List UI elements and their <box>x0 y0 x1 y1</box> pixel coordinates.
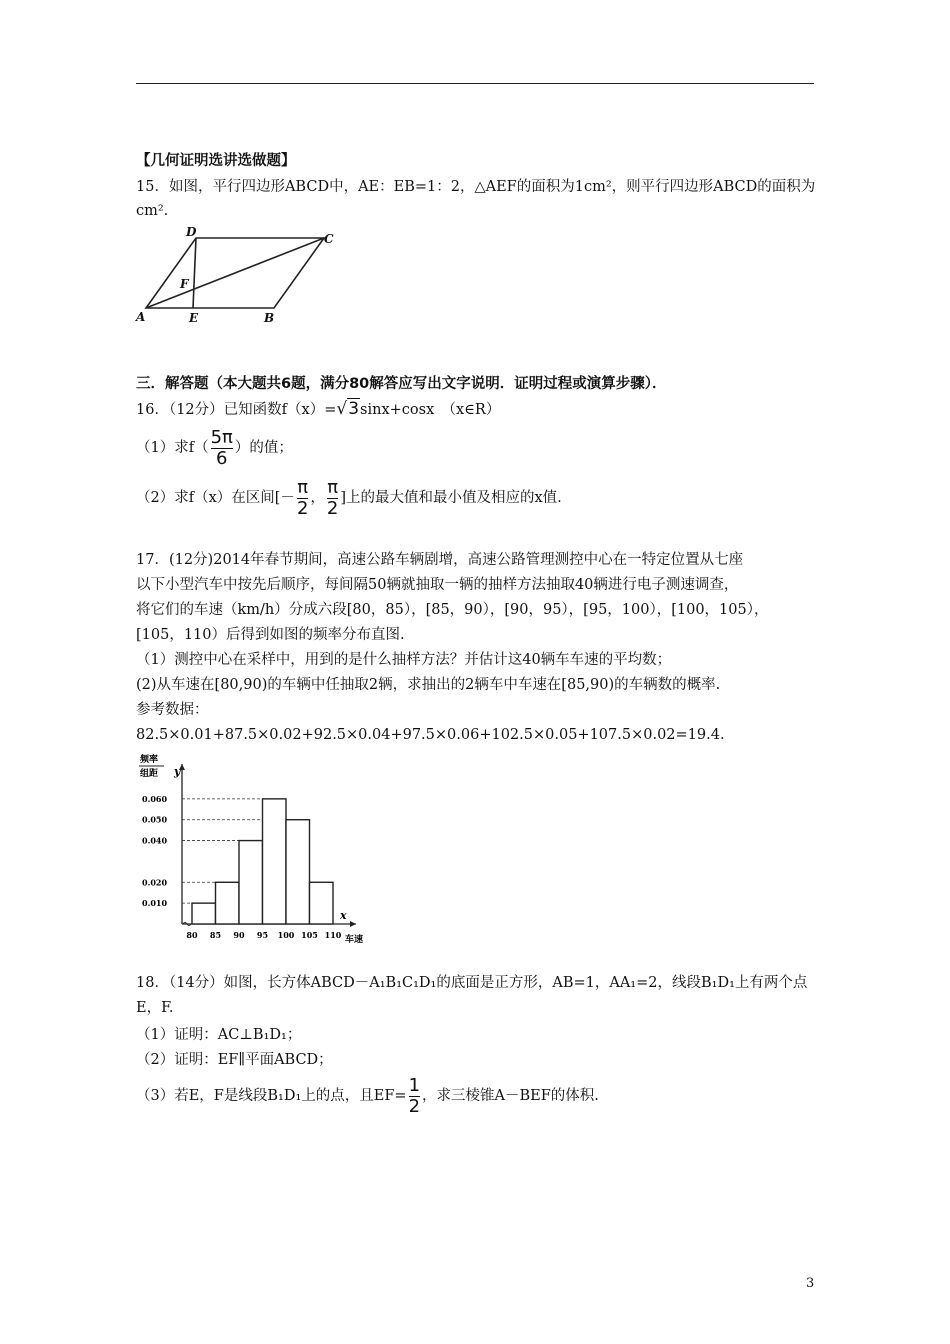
q17-line2: 以下小型汽车中按先后顺序，每间隔50辆就抽取一辆的抽样方法抽取40辆进行电子测速调查， <box>136 577 739 593</box>
q18-part3 <box>136 1074 599 1118</box>
hist-ylabel-top: 频率 <box>140 755 159 765</box>
q18-line2: E，F. <box>136 1000 174 1016</box>
q17-part2: (2)从车速在[80,90)的车辆中任抽取2辆，求抽出的2辆车中车速在[85,90)的车辆数的概率. <box>136 677 721 693</box>
q15-text-line2: cm². <box>136 203 169 219</box>
hist-bar <box>192 903 216 924</box>
q17-line1: 17．(12分)2014年春节期间，高速公路车辆剧增，高速公路管理测控中心在一特定位置从七座 <box>136 552 744 568</box>
frac-den: 2 <box>326 497 339 519</box>
q16-p2-pre: （2）求f（x）在区间[－ <box>136 490 295 506</box>
parallelogram-figure <box>134 226 344 326</box>
hist-bar <box>239 841 263 924</box>
hist-y-tick-label: 0.060 <box>142 793 168 804</box>
q16-p2-comma: ， <box>310 490 325 506</box>
segment-de <box>193 238 196 308</box>
frequency-histogram <box>134 748 374 948</box>
q17-reference-label: 参考数据： <box>136 702 209 718</box>
frac-num: π <box>327 476 339 498</box>
q16-part1 <box>136 426 293 470</box>
q18-p3-pre: （3）若E，F是线段B₁D₁上的点，且EF= <box>136 1088 407 1104</box>
fraction-1-over-2 <box>408 1074 421 1117</box>
label-d: D <box>186 226 197 239</box>
sqrt-radicand: 3 <box>348 399 360 419</box>
fraction-5pi-over-6 <box>210 426 233 469</box>
frac-den: 6 <box>216 447 228 469</box>
label-b: B <box>264 311 275 325</box>
q16-stem-post: sinx+cosx （x∈R） <box>360 402 501 418</box>
q16-p1-pre: （1）求f（ <box>136 440 209 456</box>
hist-x-axis-name: x <box>340 909 347 922</box>
q18-p3-post: ，求三棱锥A－BEF的体积. <box>422 1088 599 1104</box>
hist-x-tick-label: 90 <box>233 930 245 940</box>
q15-text-line1: 15．如图，平行四边形ABCD中，AE：EB=1：2，△AEF的面积为1cm²，则平行四边形ABCD的面积为 <box>136 179 816 195</box>
hist-x-tick-label: 85 <box>209 930 222 940</box>
page-number: 3 <box>806 1276 815 1291</box>
label-e: E <box>189 311 199 325</box>
section-geometry-title: 【几何证明选讲选做题】 <box>136 153 296 169</box>
sqrt-three: √3 <box>336 399 360 419</box>
fraction-pi-over-2-a <box>296 476 309 519</box>
q17-line4: [105，110）后得到如图的频率分布直图. <box>136 627 405 643</box>
hist-x-tick-label: 110 <box>324 930 342 940</box>
hist-x-arrow <box>350 921 356 927</box>
hist-bar <box>286 820 310 924</box>
hist-bar <box>216 882 240 924</box>
hist-x-tick-label: 95 <box>256 930 269 940</box>
q16-p2-post: ]上的最大值和最小值及相应的x值. <box>340 490 562 506</box>
hist-y-tick-label: 0.010 <box>142 898 168 909</box>
hist-x-unit: 车速 <box>345 935 364 945</box>
q16-stem <box>136 399 500 420</box>
header-rule <box>136 83 814 84</box>
fraction-pi-over-2-b <box>326 476 339 519</box>
q17-line3: 将它们的车速（km/h）分成六段[80，85），[85，90），[90，95），[95，100），[100，105）， <box>136 602 769 618</box>
hist-x-tick-label: 80 <box>186 930 198 940</box>
frac-num: π <box>297 476 309 498</box>
frac-den: 2 <box>296 497 309 519</box>
hist-y-tick-label: 0.050 <box>142 814 168 825</box>
hist-x-tick-label: 105 <box>301 930 318 940</box>
hist-ylabel-bottom: 组距 <box>140 769 159 779</box>
label-a: A <box>136 310 146 324</box>
q18-line1: 18．（14分）如图，长方体ABCD－A₁B₁C₁D₁的底面是正方形，AB=1，AA₁=2，线段B₁D₁上有两个点 <box>136 975 808 991</box>
label-c: C <box>324 232 334 246</box>
frac-num: 1 <box>408 1074 421 1096</box>
label-f: F <box>180 277 189 291</box>
hist-bar <box>310 882 334 924</box>
hist-x-tick-label: 100 <box>277 930 295 940</box>
diagonal-ac <box>146 238 324 308</box>
frac-num: 5π <box>210 426 233 448</box>
q17-reference-data: 82.5×0.01+87.5×0.02+92.5×0.04+97.5×0.06+102.5×0.05+107.5×0.02=19.4. <box>136 727 725 743</box>
hist-y-tick-label: 0.040 <box>142 835 168 846</box>
q18-part2: （2）证明：EF∥平面ABCD； <box>136 1052 333 1068</box>
section3-title: 三．解答题（本大题共6题，满分80解答应写出文字说明．证明过程或演算步骤）． <box>136 376 667 392</box>
frac-den: 2 <box>408 1095 421 1117</box>
q16-p1-post: ）的值； <box>234 440 293 456</box>
hist-bar <box>263 799 287 924</box>
q16-stem-pre: 16．（12分）已知函数f（x）= <box>136 402 337 418</box>
q17-part1: （1）测控中心在采样中，用到的是什么抽样方法？并估计这40辆车车速的平均数； <box>136 652 672 668</box>
hist-y-tick-label: 0.020 <box>142 877 168 888</box>
hist-y-axis-name: y <box>174 765 181 778</box>
q16-part2 <box>136 476 562 520</box>
q18-part1: （1）证明：AC⊥B₁D₁； <box>136 1027 302 1043</box>
